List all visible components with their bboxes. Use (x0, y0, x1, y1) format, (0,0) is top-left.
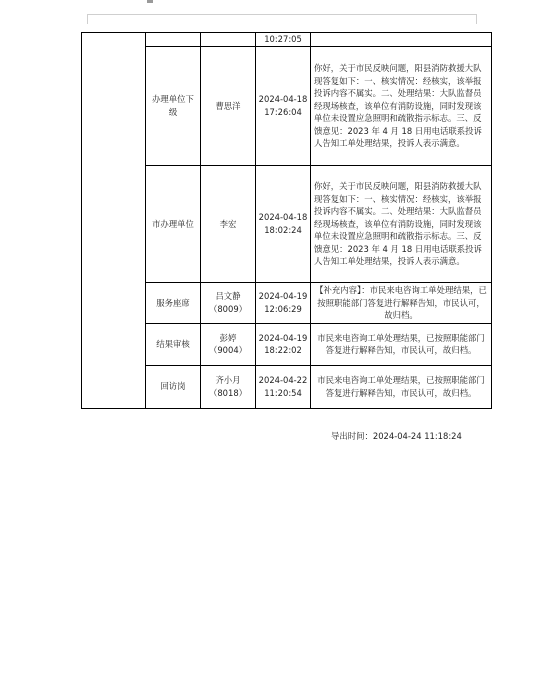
time-cell: 2024-04-19 12:06:29 (256, 283, 311, 324)
opinion-cell: 你好，关于市民反映问题，阳县消防救援大队现答复如下：一、核实情况：经核实，该举报投诉内容不属实。二、处理结果：大队监督员经现场核查，该单位有消防设施，同时发现该单位未设置应急照明和疏散指示标志。三、反馈意见：2023 年 4 月 18 日用电话联系投诉人告知工单处理结果，投诉人表示满意。 (311, 47, 492, 166)
step-cell: 回访岗 (146, 365, 201, 408)
page-top-marker (147, 0, 153, 3)
export-time-label: 导出时间： (331, 431, 373, 441)
time-cell: 2024-04-19 18:22:02 (256, 323, 311, 365)
step-cell: 办理单位下级 (146, 47, 201, 166)
opinion-cell (311, 33, 492, 47)
step-cell: 结果审核 (146, 323, 201, 365)
margin-corner-right (476, 14, 477, 24)
step-cell (146, 33, 201, 47)
time-cell: 2024-04-18 18:02:24 (256, 166, 311, 283)
opinion-cell: 市民来电咨询工单处理结果，已按照职能部门答复进行解释告知，市民认可，故归档。 (311, 323, 492, 365)
export-time-value: 2024-04-24 11:18:24 (372, 431, 462, 441)
time-cell: 2024-04-18 17:26:04 (256, 47, 311, 166)
handler-cell (201, 33, 256, 47)
processing-record-table (81, 32, 492, 409)
blank-side-cell (82, 33, 146, 409)
step-cell: 市办理单位 (146, 166, 201, 283)
table-row (82, 33, 492, 47)
opinion-cell: 市民来电咨询工单处理结果，已按照职能部门答复进行解释告知，市民认可，故归档。 (311, 365, 492, 408)
opinion-cell: 【补充内容】：市民来电咨询工单处理结果，已按照职能部门答复进行解释告知，市民认可，故归档。 (311, 283, 492, 324)
page-header-rule (87, 14, 477, 15)
margin-corner-left (87, 14, 88, 24)
handler-cell: 曹思洋 (201, 47, 256, 166)
handler-cell: 李宏 (201, 166, 256, 283)
export-time-line (331, 430, 462, 442)
time-cell: 2024-04-22 11:20:54 (256, 365, 311, 408)
opinion-cell: 你好，关于市民反映问题，阳县消防救援大队现答复如下：一、核实情况：经核实，该举报投诉内容不属实。二、处理结果：大队监督员经现场核查，该单位有消防设施，同时发现该单位未设置应急照明和疏散指示标志。三、反馈意见：2023 年 4 月 18 日用电话联系投诉人告知工单处理结果，投诉人表示满意。 (311, 166, 492, 283)
handler-cell: 齐小月（8018） (201, 365, 256, 408)
step-cell: 服务座席 (146, 283, 201, 324)
time-cell: 10:27:05 (256, 33, 311, 47)
handler-cell: 彭婷（9004） (201, 323, 256, 365)
handler-cell: 吕文静（8009） (201, 283, 256, 324)
